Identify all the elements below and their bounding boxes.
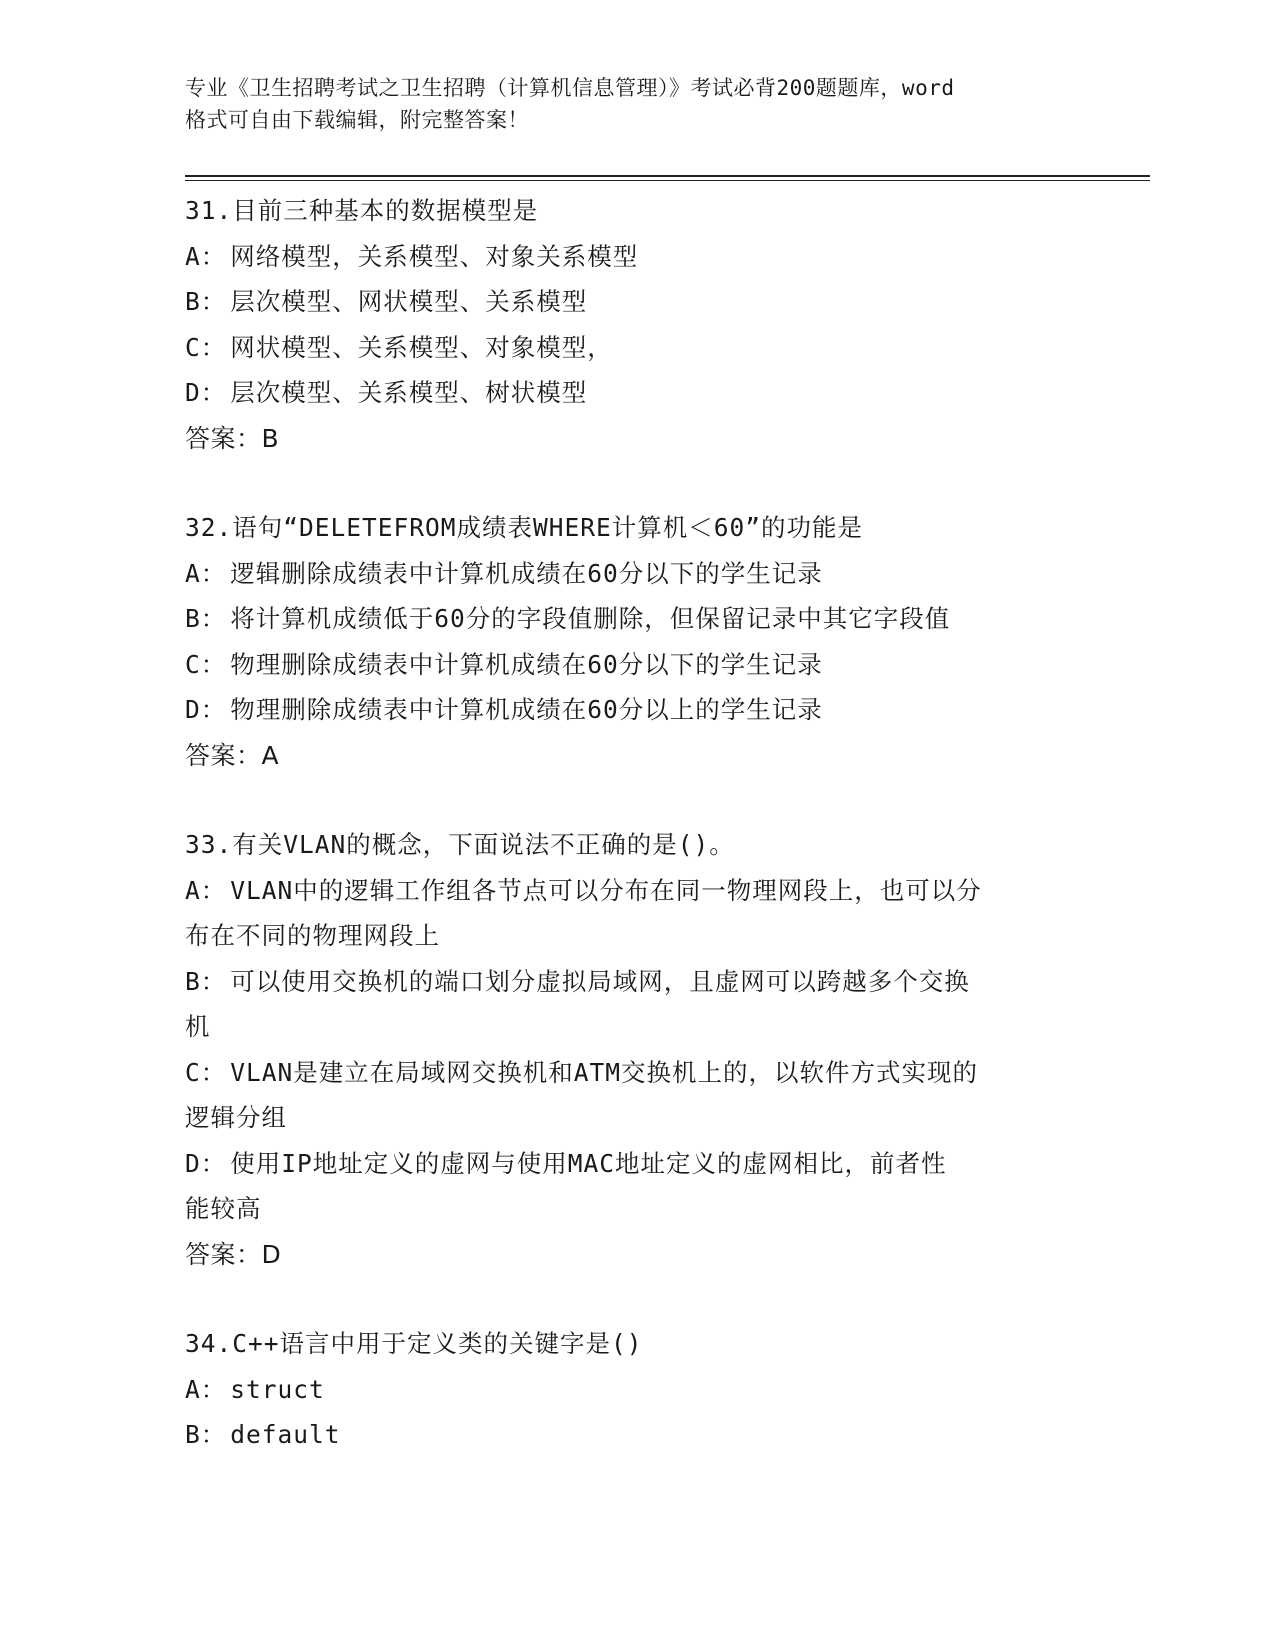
option-c (185, 1095, 1090, 1141)
option-text: struct (230, 1374, 325, 1404)
option-c (185, 642, 1090, 688)
option-letter: B： (185, 287, 227, 316)
option-text: default (230, 1420, 341, 1449)
option-text: 物理删除成绩表中计算机成绩在60分以下的学生记录 (230, 649, 823, 679)
option-c (185, 325, 1090, 371)
option-text: 逻辑删除成绩表中计算机成绩在60分以下的学生记录 (230, 558, 823, 588)
option-a (185, 551, 1090, 597)
answer-line: 答案：D (185, 1239, 282, 1269)
option-a (185, 1367, 1090, 1413)
option-text: 网状模型、关系模型、对象模型， (230, 332, 613, 362)
option-letter: D： (185, 378, 227, 407)
option-text: 机 (185, 1012, 211, 1041)
option-text: 布在不同的物理网段上 (185, 921, 440, 950)
option-text: 能较高 (185, 1194, 262, 1223)
option-text: 层次模型、关系模型、树状模型 (230, 378, 588, 407)
option-letter: C： (185, 649, 227, 679)
option-text: VLAN中的逻辑工作组各节点可以分布在同一物理网段上，也可以分 (230, 875, 982, 905)
header-rule-thin (185, 180, 1150, 181)
option-letter: A： (185, 241, 227, 271)
option-letter: B： (185, 966, 227, 996)
option-letter: C： (185, 1057, 227, 1087)
option-text: 使用IP地址定义的虚网与使用MAC地址定义的虚网相比，前者性 (230, 1148, 947, 1178)
header-line-2: 格式可自由下载编辑，附完整答案！ (185, 108, 529, 132)
document-header (185, 72, 1085, 136)
option-text: VLAN是建立在局域网交换机和ATM交换机上的，以软件方式实现的 (230, 1057, 979, 1087)
question-stem: 33.有关VLAN的概念，下面说法不正确的是()。 (185, 830, 735, 859)
option-d (185, 687, 1090, 733)
option-letter: A： (185, 558, 227, 588)
option-letter: D： (185, 1148, 227, 1178)
option-a (185, 913, 1090, 959)
option-a (185, 234, 1090, 280)
question-list (185, 188, 1090, 1502)
option-text: 网络模型，关系模型、对象关系模型 (230, 241, 639, 271)
option-b (185, 959, 1090, 1005)
option-d (185, 370, 1090, 416)
option-c (185, 1050, 1090, 1096)
answer-line: 答案：B (185, 423, 280, 453)
question-stem: 32.语句“DELETEFROM成绩表WHERE计算机＜60”的功能是 (185, 513, 864, 542)
option-letter: B： (185, 604, 227, 633)
option-letter: C： (185, 332, 227, 362)
option-text: 物理删除成绩表中计算机成绩在60分以上的学生记录 (230, 695, 823, 724)
answer-line: 答案：A (185, 740, 280, 770)
header-rule-thick (185, 175, 1150, 177)
option-text: 逻辑分组 (185, 1103, 287, 1132)
header-line-1: 专业《卫生招聘考试之卫生招聘（计算机信息管理）》考试必背200题题库，word (185, 76, 955, 100)
option-letter: A： (185, 875, 227, 905)
option-b (185, 596, 1090, 642)
option-letter: B： (185, 1420, 227, 1449)
option-text: 将计算机成绩低于60分的字段值删除，但保留记录中其它字段值 (230, 604, 951, 633)
option-letter: D： (185, 695, 227, 724)
option-text: 层次模型、网状模型、关系模型 (230, 287, 588, 316)
option-b (185, 1412, 1090, 1458)
option-d (185, 1141, 1090, 1187)
question-block (185, 822, 1090, 1277)
option-letter: A： (185, 1374, 227, 1404)
question-block (185, 505, 1090, 778)
option-b (185, 279, 1090, 325)
option-b (185, 1004, 1090, 1050)
question-stem: 34.C++语言中用于定义类的关键字是() (185, 1329, 643, 1358)
option-a (185, 868, 1090, 914)
question-block (185, 1321, 1090, 1458)
question-block (185, 188, 1090, 461)
option-d (185, 1186, 1090, 1232)
question-stem: 31.目前三种基本的数据模型是 (185, 196, 539, 225)
option-text: 可以使用交换机的端口划分虚拟局域网，且虚网可以跨越多个交换 (230, 966, 970, 996)
